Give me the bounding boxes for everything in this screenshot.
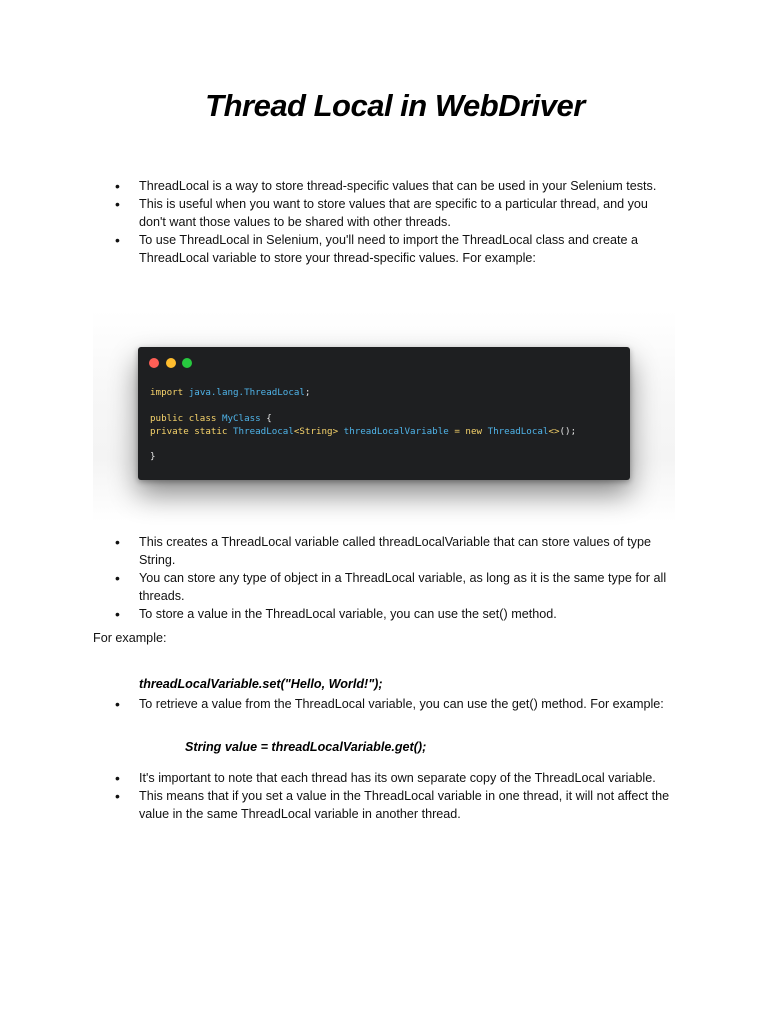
code-line-field (150, 426, 576, 437)
code-operator: = (454, 426, 460, 437)
intro-bullet-list (115, 177, 675, 267)
list-item: • To store a value in the ThreadLocal variable, you can use the set() method. (115, 605, 675, 623)
code-keyword: new (465, 426, 483, 437)
list-item: • To retrieve a value from the ThreadLocal variable, you can use the get() method. For example: (115, 695, 675, 713)
code-punct: (); (559, 426, 577, 437)
set-code-snippet: threadLocalVariable.set("Hello, World!"); (139, 677, 383, 691)
code-variable: threadLocalVariable (343, 426, 449, 437)
get-code-snippet: String value = threadLocalVariable.get(); (185, 740, 427, 754)
close-dot-icon (149, 358, 159, 368)
minimize-dot-icon (166, 358, 176, 368)
for-example-text: For example: (93, 631, 167, 645)
code-class: MyClass (221, 413, 261, 424)
code-class: ThreadLocal (487, 426, 549, 437)
code-generic: <String> (293, 426, 339, 437)
code-punct: } (150, 451, 156, 462)
code-line-import (150, 387, 310, 398)
code-keyword: import (150, 387, 184, 398)
list-item: • ThreadLocal is a way to store thread-specific values that can be used in your Selenium tests. (115, 177, 675, 195)
code-window (138, 347, 630, 480)
page-title: Thread Local in WebDriver (205, 88, 585, 123)
code-class: ThreadLocal (233, 426, 294, 437)
code-class: java.lang.ThreadLocal (188, 387, 305, 398)
list-item: • To use ThreadLocal in Selenium, you'll need to import the ThreadLocal class and create a ThreadLocal variable to store your thread-specific values. For example: (115, 231, 675, 267)
code-punct: { (266, 413, 272, 424)
maximize-dot-icon (182, 358, 192, 368)
list-item: • This is useful when you want to store values that are specific to a particular thread, and you don't want those values to be shared with other threads. (115, 195, 675, 231)
code-generic: <> (548, 426, 560, 437)
list-item: • You can store any type of object in a ThreadLocal variable, as long as it is the same type for all threads. (115, 569, 675, 605)
final-bullet-list (115, 769, 675, 823)
explanation-bullet-list (115, 533, 675, 623)
code-keyword: public class (150, 413, 217, 424)
list-item: • This means that if you set a value in the ThreadLocal variable in one thread, it will not affect the value in the same ThreadLocal variable in another thread. (115, 787, 675, 823)
code-line-class (150, 413, 272, 424)
code-keyword: private static (150, 426, 228, 437)
list-item: • This creates a ThreadLocal variable called threadLocalVariable that can store values of type String. (115, 533, 675, 569)
code-line-close (150, 451, 156, 462)
retrieve-bullet-list (115, 695, 675, 713)
list-item: • It's important to note that each thread has its own separate copy of the ThreadLocal variable. (115, 769, 675, 787)
code-punct: ; (304, 387, 311, 398)
